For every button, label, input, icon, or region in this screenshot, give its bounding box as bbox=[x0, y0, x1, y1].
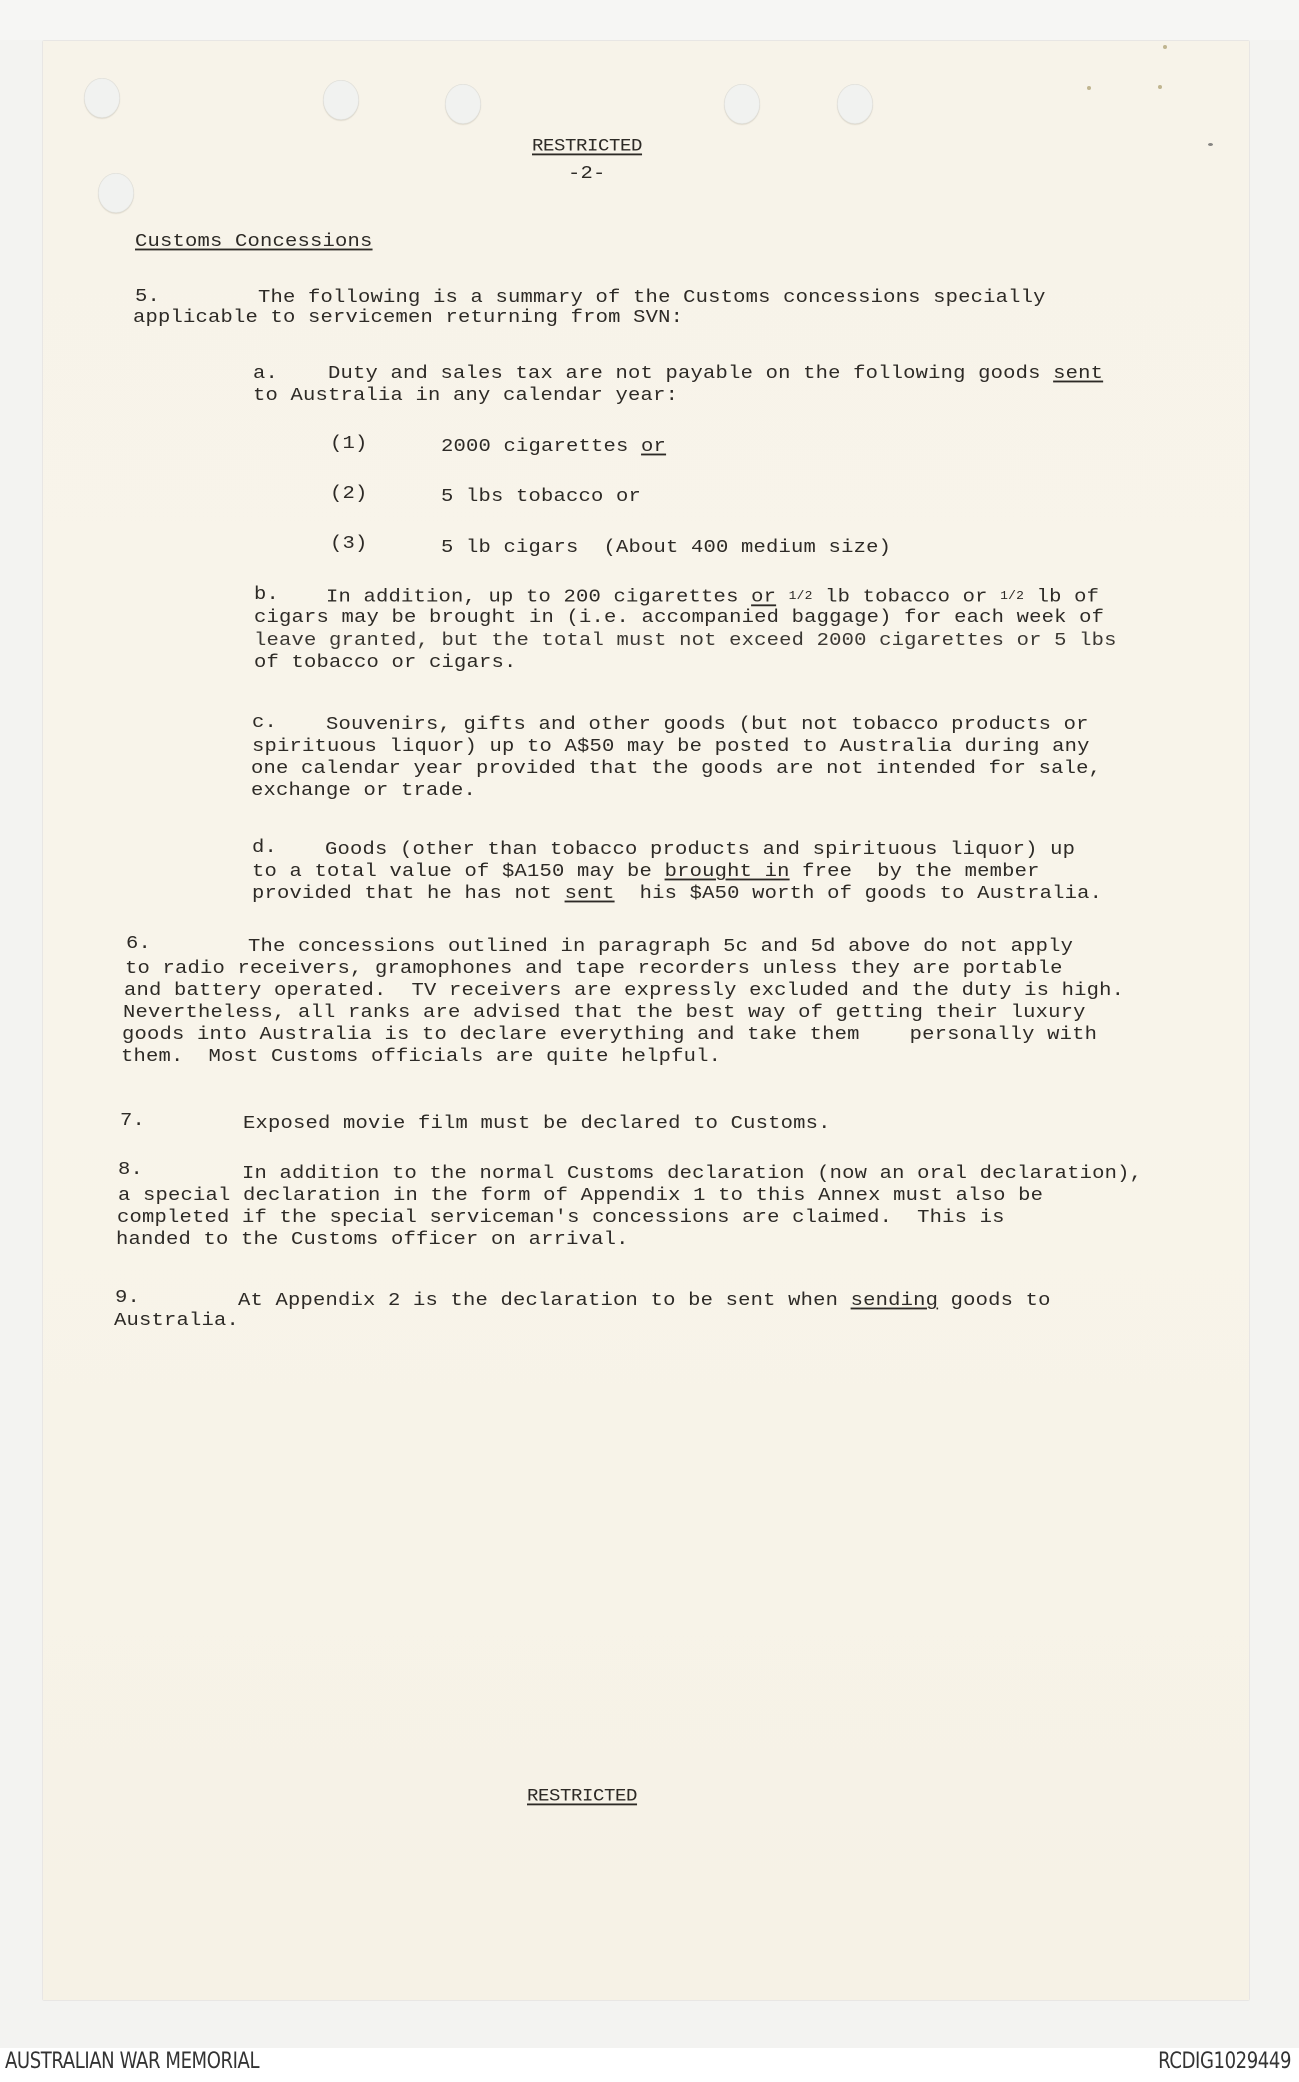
text-span: free by the member bbox=[789, 861, 1040, 883]
text-span: lb of bbox=[1024, 586, 1100, 609]
fraction-half: 1/2 bbox=[1000, 588, 1025, 603]
classification-header: RESTRICTED bbox=[532, 136, 643, 157]
subparagraph-label: d. bbox=[252, 837, 278, 859]
paragraph-line: leave granted, but the total must not exceed 2000 cigarettes or 5 lbs bbox=[254, 630, 1117, 652]
text-span: his $A50 worth of goods to Australia. bbox=[614, 883, 1103, 905]
paragraph-line: spirituous liquor) up to A$50 may be posted to Australia during any bbox=[252, 736, 1090, 758]
text-span: provided that he has not bbox=[252, 883, 565, 905]
text-span: lb tobacco or bbox=[812, 586, 1001, 609]
paper-speck bbox=[1158, 85, 1162, 89]
subparagraph-label: b. bbox=[254, 584, 280, 606]
paragraph-line bbox=[238, 1291, 1051, 1311]
paper-speck bbox=[1208, 143, 1213, 146]
punch-hole bbox=[84, 78, 120, 118]
paragraph-number: 7. bbox=[120, 1110, 146, 1132]
text-span: Duty and sales tax are not payable on the following goods bbox=[328, 363, 1054, 385]
list-item: 5 lbs tobacco or bbox=[441, 486, 642, 508]
paragraph-line: Exposed movie film must be declared to Customs. bbox=[243, 1113, 831, 1135]
list-item-label: (1) bbox=[330, 433, 368, 455]
paragraph-line: completed if the special serviceman's concessions are claimed. This is bbox=[117, 1207, 1005, 1229]
page-number: -2- bbox=[568, 163, 606, 185]
list-item-label: (2) bbox=[330, 483, 368, 505]
underlined-word: sending bbox=[850, 1290, 939, 1312]
underlined-phrase: brought in bbox=[664, 861, 790, 883]
paragraph-line: applicable to servicemen returning from SVN: bbox=[133, 307, 684, 329]
paragraph-line: In addition to the normal Customs declaration (now an oral declaration), bbox=[242, 1163, 1143, 1185]
paragraph-line: handed to the Customs officer on arrival. bbox=[116, 1229, 629, 1251]
paragraph-line: Goods (other than tobacco products and spirituous liquor) up bbox=[325, 839, 1076, 861]
section-heading: Customs Concessions bbox=[135, 231, 373, 253]
paragraph-line: cigars may be brought in (i.e. accompanied baggage) for each week of bbox=[254, 607, 1105, 629]
paragraph-number: 9. bbox=[115, 1287, 141, 1309]
punch-hole bbox=[98, 173, 134, 213]
underlined-word: or bbox=[751, 586, 777, 609]
punch-hole bbox=[724, 84, 760, 124]
paragraph-line: Souvenirs, gifts and other goods (but not tobacco products or bbox=[326, 714, 1089, 736]
text-span: goods to bbox=[938, 1290, 1051, 1312]
list-item: 5 lb cigars (About 400 medium size) bbox=[441, 537, 892, 559]
punch-hole bbox=[323, 80, 359, 120]
item-id-label: RCDIG1029449 bbox=[1158, 2049, 1291, 2074]
text-span: In addition, up to 200 cigarettes bbox=[326, 586, 752, 609]
paragraph-number: 6. bbox=[126, 933, 152, 955]
paragraph-line bbox=[252, 862, 1040, 882]
paragraph-number: 8. bbox=[118, 1159, 144, 1181]
text-span: At Appendix 2 is the declaration to be sent when bbox=[238, 1290, 851, 1312]
underlined-word: sent bbox=[1053, 363, 1104, 385]
text-span: to a total value of $A150 may be bbox=[252, 861, 665, 883]
paragraph-line: goods into Australia is to declare everything and take them personally with bbox=[122, 1024, 1098, 1046]
fraction-half: 1/2 bbox=[788, 588, 813, 603]
underlined-word: or bbox=[641, 436, 667, 458]
paper-speck bbox=[1087, 86, 1091, 90]
list-item-label: (3) bbox=[330, 533, 368, 555]
paragraph-line: The concessions outlined in paragraph 5c and 5d above do not apply bbox=[248, 936, 1074, 958]
paragraph-line: Nevertheless, all ranks are advised that the best way of getting their luxury bbox=[123, 1002, 1086, 1024]
underlined-word: sent bbox=[564, 883, 615, 905]
institution-label: AUSTRALIAN WAR MEMORIAL bbox=[5, 2049, 260, 2074]
paper-speck bbox=[1163, 45, 1167, 49]
paragraph-line bbox=[252, 884, 1102, 904]
list-item bbox=[441, 437, 666, 457]
paragraph-line: of tobacco or cigars. bbox=[254, 652, 517, 674]
paragraph-line: and battery operated. TV receivers are expressly excluded and the duty is high. bbox=[124, 980, 1125, 1002]
paragraph-line: a special declaration in the form of Appendix 1 to this Annex must also be bbox=[118, 1185, 1044, 1207]
paragraph-line: one calendar year provided that the goods are not intended for sale, bbox=[251, 758, 1102, 780]
paragraph-line: them. Most Customs officials are quite helpful. bbox=[121, 1046, 722, 1068]
text-span: 2000 cigarettes bbox=[441, 436, 642, 458]
subparagraph-label: c. bbox=[252, 712, 278, 734]
subparagraph-label: a. bbox=[253, 363, 279, 385]
paragraph-line: to Australia in any calendar year: bbox=[253, 385, 679, 407]
scan-background bbox=[0, 0, 1299, 40]
punch-hole bbox=[837, 84, 873, 124]
paragraph-line: exchange or trade. bbox=[251, 780, 477, 802]
classification-footer: RESTRICTED bbox=[527, 1786, 638, 1807]
punch-hole bbox=[445, 84, 481, 124]
paragraph-line bbox=[328, 364, 1103, 384]
paragraph-line: to radio receivers, gramophones and tape recorders unless they are portable bbox=[125, 958, 1063, 980]
text-span bbox=[776, 587, 789, 608]
paragraph-line: The following is a summary of the Customs concessions specially bbox=[258, 287, 1046, 309]
paragraph-line bbox=[326, 586, 1099, 608]
paragraph-number: 5. bbox=[135, 286, 161, 308]
paragraph-line: Australia. bbox=[114, 1310, 240, 1332]
